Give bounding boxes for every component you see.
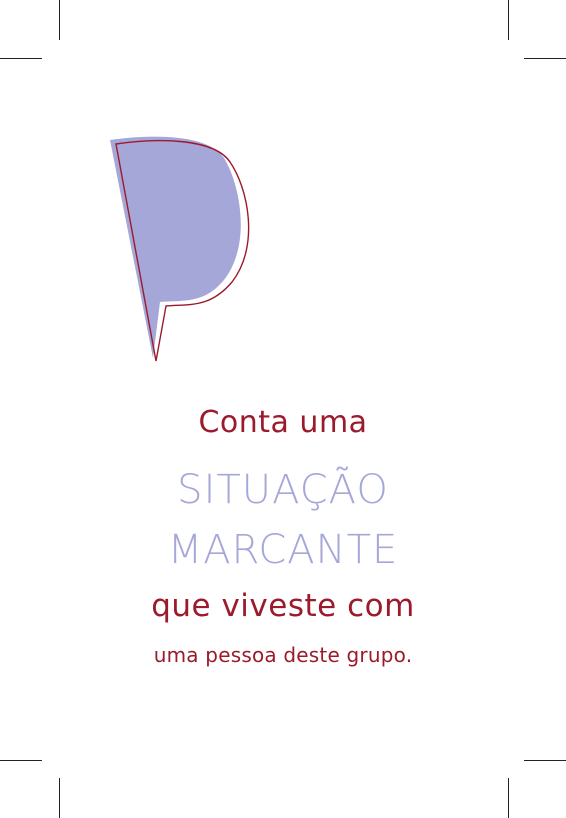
crop-mark-right-bottom	[524, 760, 566, 761]
crop-mark-left-bottom	[0, 760, 42, 761]
crop-mark-bottom-right	[508, 778, 509, 818]
crop-mark-bottom-left	[59, 778, 60, 818]
speech-bubble-fill	[110, 137, 241, 358]
heading-line-conta-uma: Conta uma	[198, 405, 368, 440]
heading-line-situacao: SITUAÇÃO	[177, 467, 389, 513]
crop-mark-left-top	[0, 58, 42, 59]
heading-line-que-viveste-com: que viveste com	[151, 588, 415, 624]
heading-line-marcante: MARCANTE	[167, 527, 399, 573]
crop-mark-top-right	[508, 0, 509, 40]
crop-mark-top-left	[59, 0, 60, 40]
speech-bubble-p-icon	[106, 128, 266, 368]
subtitle-line-pessoa-grupo: uma pessoa deste grupo.	[153, 643, 413, 667]
crop-mark-right-top	[524, 58, 566, 59]
